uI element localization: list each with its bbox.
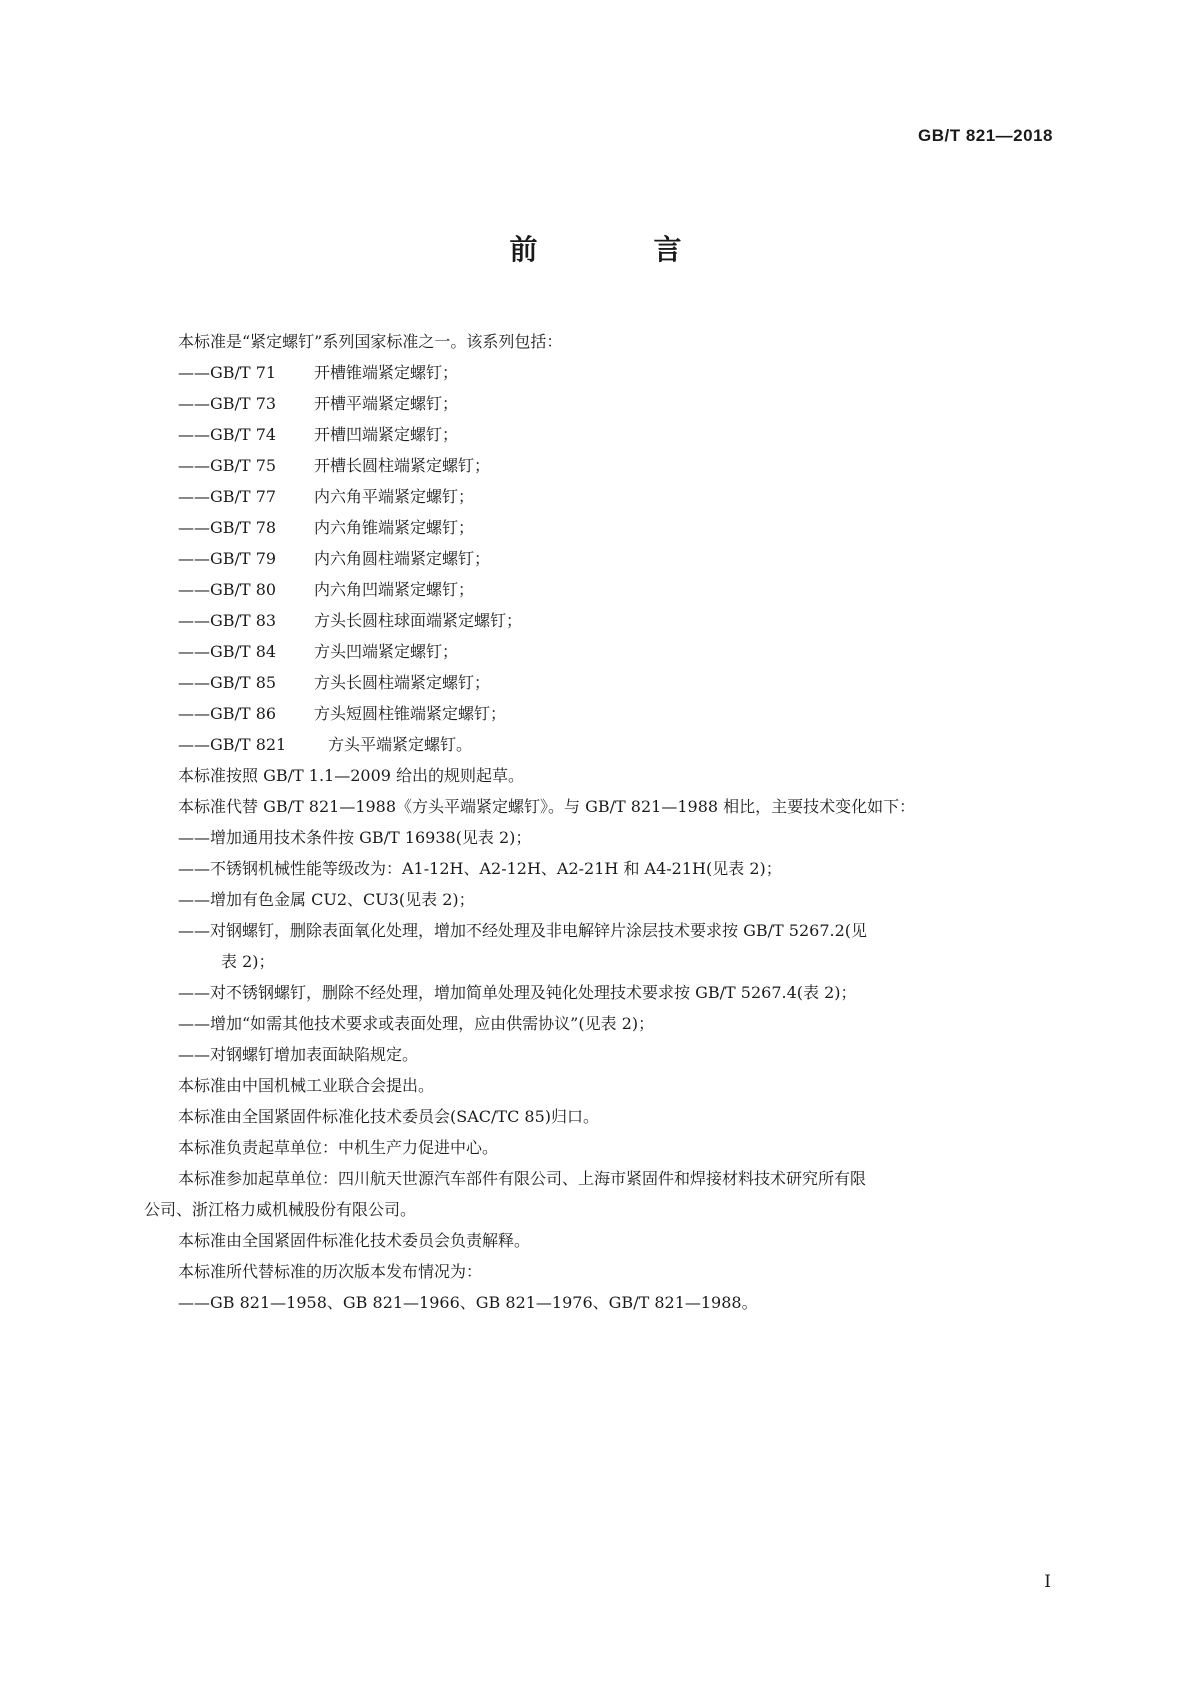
list-dash: —— [178,394,210,413]
list-item [178,1008,1068,1039]
list-dash: —— [178,859,210,878]
standard-name: 方头长圆柱端紧定螺钉； [314,673,491,692]
standard-name: 内六角凹端紧定螺钉； [314,580,475,599]
standard-name: 方头短圆柱锥端紧定螺钉； [314,704,507,723]
list-dash: —— [178,580,210,599]
list-dash: —— [178,1293,210,1312]
list-dash: —— [178,704,210,723]
standard-number: GB/T 80 [210,580,277,599]
series-list [178,357,1068,760]
document-body [144,326,1068,1318]
standard-number: GB/T 83 [210,611,277,630]
list-dash: —— [178,828,210,847]
standard-number: GB/T 77 [210,487,277,506]
proposed-by-paragraph: 本标准由中国机械工业联合会提出。 [178,1076,435,1095]
list-item [178,853,1068,884]
participating-units-paragraph: 本标准参加起草单位：四川航天世源汽车部件有限公司、上海市紧固件和焊接材料技术研究所有限 [178,1169,867,1188]
change-text: 对钢螺钉，删除表面氧化处理，增加不经处理及非电解锌片涂层技术要求按 GB/T 5267.2(见 [210,921,868,940]
standard-code: GB/T 821—2018 [917,126,1053,145]
standard-name: 方头凹端紧定螺钉； [314,642,459,661]
list-dash: —— [178,363,210,382]
list-dash: —— [178,518,210,537]
standard-number: GB/T 84 [210,642,277,661]
list-dash: —— [178,1014,210,1033]
list-item [178,605,1068,636]
list-item [178,450,1068,481]
list-item [178,543,1068,574]
drafting-unit-paragraph: 本标准负责起草单位：中机生产力促进中心。 [178,1138,499,1157]
standard-name: 内六角圆柱端紧定螺钉； [314,549,491,568]
change-text: 增加通用技术条件按 GB/T 16938(见表 2)； [210,828,532,847]
list-dash: —— [178,642,210,661]
standard-number: GB/T 79 [210,549,277,568]
page-title: 前 言 [509,233,726,266]
list-dash: —— [178,487,210,506]
history-text: GB 821—1958、GB 821—1966、GB 821—1976、GB/T 821—1988。 [210,1293,758,1312]
jurisdiction-paragraph: 本标准由全国紧固件标准化技术委员会(SAC/TC 85)归口。 [178,1107,599,1126]
standard-number: GB/T 86 [210,704,277,723]
change-text-continued: 表 2)； [221,952,275,971]
list-item [178,1287,1068,1318]
drafting-rules-paragraph: 本标准按照 GB/T 1.1—2009 给出的规则起草。 [178,766,525,785]
standard-name: 开槽长圆柱端紧定螺钉； [314,456,491,475]
standard-name: 方头长圆柱球面端紧定螺钉； [314,611,523,630]
standard-number: GB/T 75 [210,456,277,475]
standard-name: 开槽锥端紧定螺钉； [314,363,459,382]
standard-number: GB/T 74 [210,425,277,444]
list-item-continuation [178,946,1068,977]
change-text: 对钢螺钉增加表面缺陷规定。 [210,1045,419,1064]
history-intro-paragraph: 本标准所代替标准的历次版本发布情况为： [178,1262,483,1281]
list-item [178,729,1068,760]
change-text: 对不锈钢螺钉，删除不经处理，增加简单处理及钝化处理技术要求按 GB/T 5267.4(表 2)； [210,983,857,1002]
standard-number: GB/T 71 [210,363,277,382]
standard-name: 内六角平端紧定螺钉； [314,487,475,506]
list-dash: —— [178,673,210,692]
list-dash: —— [178,456,210,475]
list-item [178,698,1068,729]
standard-number: GB/T 78 [210,518,277,537]
list-item [178,1039,1068,1070]
list-item [178,915,1068,946]
standard-name: 开槽平端紧定螺钉； [314,394,459,413]
interpretation-paragraph: 本标准由全国紧固件标准化技术委员会负责解释。 [178,1231,531,1250]
list-dash: —— [178,735,210,754]
change-text: 增加有色金属 CU2、CU3(见表 2)； [210,890,475,909]
standard-name: 内六角锥端紧定螺钉； [314,518,475,537]
list-dash: —— [178,1045,210,1064]
standard-number: GB/T 73 [210,394,277,413]
list-item [178,574,1068,605]
list-item [178,512,1068,543]
change-text: 不锈钢机械性能等级改为：A1-12H、A2-12H、A2-21H 和 A4-21H(见表 2)； [210,859,782,878]
list-item [178,822,1068,853]
changes-list [178,822,1068,1070]
list-item [178,884,1068,915]
list-dash: —— [178,549,210,568]
list-item [178,419,1068,450]
list-item [178,481,1068,512]
list-dash: —— [178,890,210,909]
list-dash: —— [178,921,210,940]
list-dash: —— [178,983,210,1002]
change-text: 增加“如需其他技术要求或表面处理，应由供需协议”(见表 2)； [210,1014,655,1033]
standard-name: 方头平端紧定螺钉。 [328,735,473,754]
list-dash: —— [178,425,210,444]
standard-name: 开槽凹端紧定螺钉； [314,425,459,444]
list-item [178,636,1068,667]
list-dash: —— [178,611,210,630]
list-item [178,667,1068,698]
participating-units-continuation: 公司、浙江格力威机械股份有限公司。 [144,1200,417,1219]
list-item [178,977,1068,1008]
standard-number: GB/T 85 [210,673,277,692]
list-item [178,357,1068,388]
standard-number: GB/T 821 [210,735,287,754]
list-item [178,388,1068,419]
page-number: I [1044,1572,1051,1592]
replaces-paragraph: 本标准代替 GB/T 821—1988《方头平端紧定螺钉》。与 GB/T 821—1988 相比，主要技术变化如下： [178,797,916,816]
intro-paragraph: 本标准是“紧定螺钉”系列国家标准之一。该系列包括： [178,332,563,351]
